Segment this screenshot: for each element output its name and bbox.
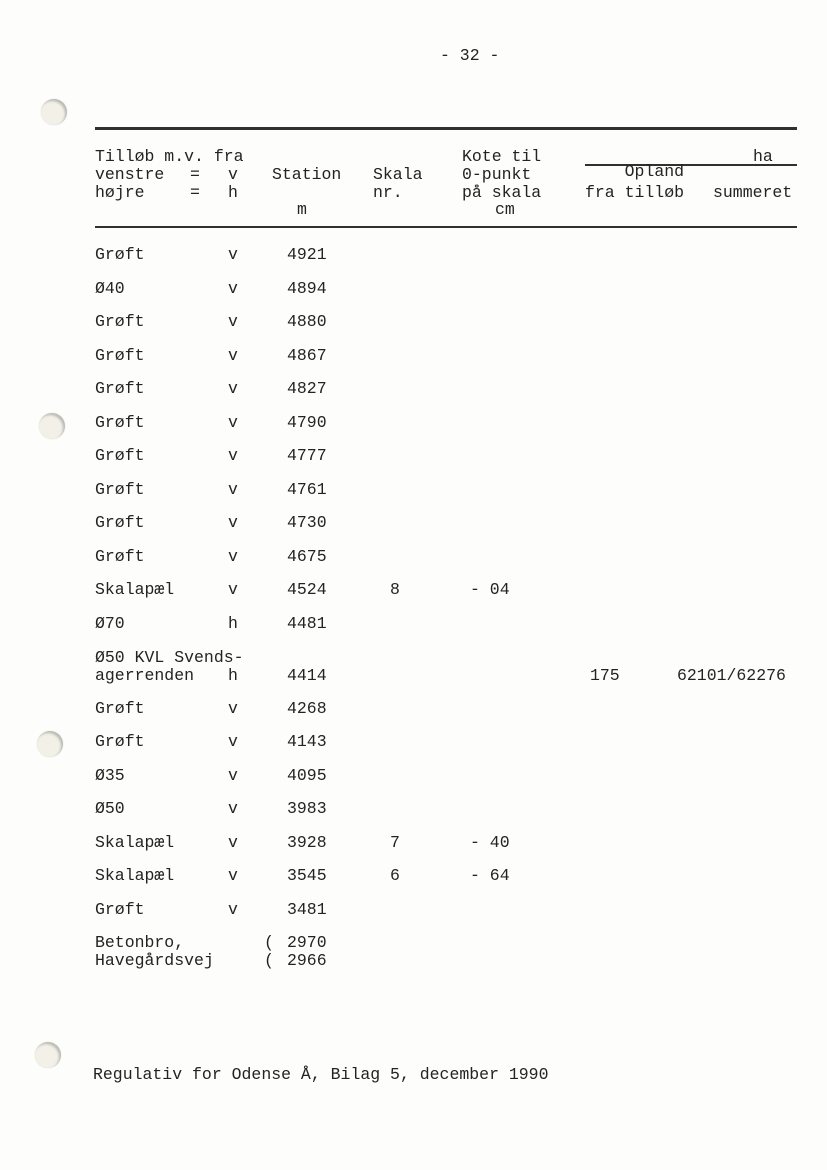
- page-number: - 32 -: [440, 46, 500, 65]
- station-cell: 4894: [287, 279, 327, 298]
- header-station: Station: [272, 165, 342, 184]
- station-cell: 4921: [287, 245, 327, 264]
- side-cell: v: [228, 732, 238, 751]
- kote-cell: - 04: [470, 580, 510, 599]
- station-cell: 4730: [287, 513, 327, 532]
- header-opland-unit: ha: [753, 147, 773, 166]
- header-kote-line2: 0-punkt: [462, 165, 532, 184]
- header-equals-sign: =: [190, 165, 200, 184]
- header-v-code: v: [228, 165, 238, 184]
- table-row: [0, 733, 827, 750]
- side-cell: h: [228, 614, 238, 633]
- header-summeret: summeret: [713, 183, 793, 202]
- header-kote-line3: på skala: [462, 183, 542, 202]
- station-cell: 4790: [287, 413, 327, 432]
- table-row: [0, 380, 827, 397]
- table-row: [0, 700, 827, 717]
- tributary-name-cell: agerrenden: [95, 666, 195, 685]
- footer-text: Regulativ for Odense Å, Bilag 5, december 1990: [93, 1065, 549, 1084]
- station-cell: 4867: [287, 346, 327, 365]
- station-cell: 3983: [287, 799, 327, 818]
- station-cell: 4880: [287, 312, 327, 331]
- table-row: [0, 834, 827, 851]
- side-cell: v: [228, 480, 238, 499]
- side-cell: v: [228, 379, 238, 398]
- side-cell: v: [228, 513, 238, 532]
- tributary-name-cell: Grøft: [95, 312, 145, 331]
- header-opland: Opland: [624, 162, 685, 181]
- header-skala-nr: nr.: [373, 183, 403, 202]
- tributary-name-cell: Grøft: [95, 245, 145, 264]
- skala-nr-cell: 8: [390, 580, 400, 599]
- station-cell: 3545: [287, 866, 327, 885]
- station-cell: 4675: [287, 547, 327, 566]
- table-row: [0, 347, 827, 364]
- side-cell: v: [228, 766, 238, 785]
- station-cell: 4777: [287, 446, 327, 465]
- header-opland-group: [585, 146, 797, 181]
- side-cell: h: [228, 666, 238, 685]
- table-row: [0, 414, 827, 431]
- tributary-name-cell: Grøft: [95, 732, 145, 751]
- station-cell: 2970: [287, 933, 327, 952]
- table-row: [0, 901, 827, 918]
- side-cell: v: [228, 413, 238, 432]
- tributary-name-cell: Skalapæl: [95, 580, 175, 599]
- table-row: [0, 615, 827, 632]
- table-row: [0, 447, 827, 464]
- side-cell: v: [228, 580, 238, 599]
- header-station-unit: m: [297, 200, 307, 219]
- tributary-name-cell: Grøft: [95, 446, 145, 465]
- station-cell: 4761: [287, 480, 327, 499]
- tributary-name-cell: Havegårdsvej: [95, 951, 214, 970]
- header-venstre-label: venstre: [95, 165, 165, 184]
- table-row: [0, 581, 827, 598]
- kote-cell: - 40: [470, 833, 510, 852]
- table-row: [0, 481, 827, 498]
- tributary-name-cell: Skalapæl: [95, 866, 175, 885]
- header-tributary-line1: Tilløb m.v. fra: [95, 147, 244, 166]
- table-row: [0, 934, 827, 951]
- tributary-name-cell: Ø50: [95, 799, 125, 818]
- tributary-name-cell: Skalapæl: [95, 833, 175, 852]
- side-cell: v: [228, 799, 238, 818]
- header-hojre-label: højre: [95, 183, 145, 202]
- station-cell: 3481: [287, 900, 327, 919]
- station-cell: 2966: [287, 951, 327, 970]
- skala-nr-cell: 7: [390, 833, 400, 852]
- station-cell: 4481: [287, 614, 327, 633]
- table-row: [0, 952, 827, 969]
- station-cell: 4143: [287, 732, 327, 751]
- station-cell: 4524: [287, 580, 327, 599]
- side-cell: v: [228, 900, 238, 919]
- header-kote-line1: Kote til: [462, 147, 542, 166]
- table-row: [0, 867, 827, 884]
- header-fra-tillob: fra tilløb: [585, 183, 685, 202]
- station-cell: 3928: [287, 833, 327, 852]
- table-row: [0, 313, 827, 330]
- tributary-name-cell: Ø50 KVL Svends-: [95, 648, 244, 667]
- header-skala: Skala: [373, 165, 423, 184]
- tributary-name-cell: Grøft: [95, 699, 145, 718]
- skala-nr-cell: 6: [390, 866, 400, 885]
- table-row: [0, 767, 827, 784]
- table-row: [0, 514, 827, 531]
- table-row: [0, 667, 827, 684]
- tributary-name-cell: Grøft: [95, 513, 145, 532]
- side-cell: v: [228, 446, 238, 465]
- table-row: [0, 246, 827, 263]
- table-row: [0, 548, 827, 565]
- station-cell: 4827: [287, 379, 327, 398]
- paren-mark: (: [264, 951, 274, 970]
- header-equals-sign: =: [190, 183, 200, 202]
- table-row: [0, 280, 827, 297]
- table-row: [0, 800, 827, 817]
- side-cell: v: [228, 866, 238, 885]
- paren-mark: (: [264, 933, 274, 952]
- table-row: [0, 649, 827, 666]
- tributary-name-cell: Ø70: [95, 614, 125, 633]
- side-cell: v: [228, 833, 238, 852]
- tributary-name-cell: Grøft: [95, 413, 145, 432]
- station-cell: 4095: [287, 766, 327, 785]
- station-cell: 4268: [287, 699, 327, 718]
- fra-tillob-cell: 175: [590, 666, 620, 685]
- kote-cell: - 64: [470, 866, 510, 885]
- station-cell: 4414: [287, 666, 327, 685]
- table-header-rule: [95, 226, 797, 228]
- punch-hole-icon: [35, 1042, 61, 1068]
- tributary-name-cell: Ø35: [95, 766, 125, 785]
- table-top-rule: [95, 127, 797, 130]
- tributary-name-cell: Grøft: [95, 547, 145, 566]
- header-kote-unit: cm: [495, 200, 515, 219]
- punch-hole-icon: [41, 99, 67, 125]
- side-cell: v: [228, 346, 238, 365]
- summeret-cell: 62101/62276: [677, 666, 786, 685]
- tributary-name-cell: Ø40: [95, 279, 125, 298]
- tributary-name-cell: Betonbro,: [95, 933, 185, 952]
- tributary-name-cell: Grøft: [95, 480, 145, 499]
- side-cell: v: [228, 312, 238, 331]
- side-cell: v: [228, 699, 238, 718]
- header-h-code: h: [228, 183, 238, 202]
- tributary-name-cell: Grøft: [95, 346, 145, 365]
- side-cell: v: [228, 245, 238, 264]
- side-cell: v: [228, 547, 238, 566]
- tributary-name-cell: Grøft: [95, 379, 145, 398]
- tributary-name-cell: Grøft: [95, 900, 145, 919]
- side-cell: v: [228, 279, 238, 298]
